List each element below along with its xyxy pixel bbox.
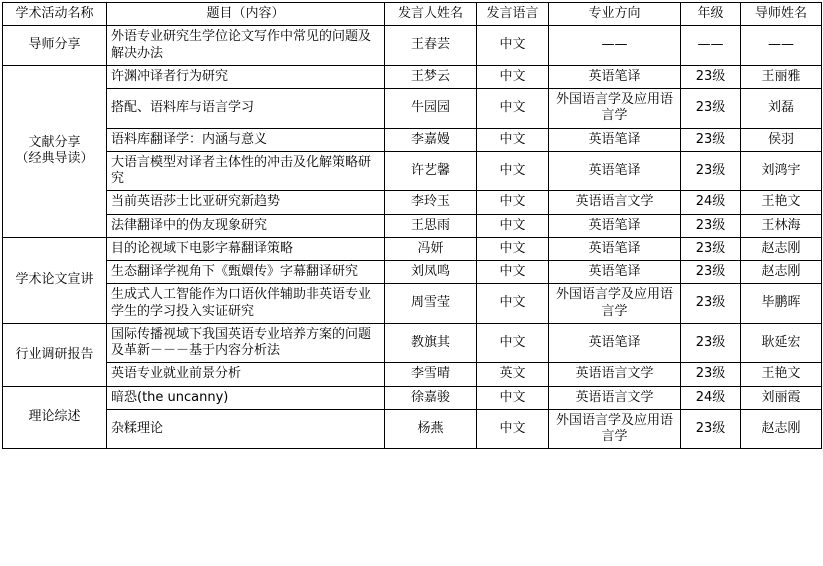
row-speaker: 徐嘉骏 [385,386,477,409]
row-major: 英语笔译 [549,128,681,151]
table-row [3,409,822,449]
row-title: 英语专业就业前景分析 [107,363,385,386]
row-major: —— [549,26,681,66]
table-row [3,386,822,409]
table-row [3,237,822,260]
table-row [3,214,822,237]
row-grade: 23级 [681,89,741,129]
table-row [3,191,822,214]
row-advisor: 赵志刚 [741,261,822,284]
row-speaker: 李玲玉 [385,191,477,214]
row-advisor: 王艳文 [741,363,822,386]
row-major: 英语语言文学 [549,386,681,409]
row-grade: 23级 [681,128,741,151]
row-title: 国际传播视域下我国英语专业培养方案的问题及革新－－－基于内容分析法 [107,323,385,363]
row-language: 中文 [477,261,549,284]
table-row [3,26,822,66]
row-speaker: 冯妍 [385,237,477,260]
row-language: 中文 [477,386,549,409]
row-advisor: 赵志刚 [741,237,822,260]
row-grade: 23级 [681,409,741,449]
row-major: 英语笔译 [549,261,681,284]
activity-group-label-line1: 文献分享 [28,135,81,150]
row-title: 外语专业研究生学位论文写作中常见的问题及解决办法 [107,26,385,66]
academic-activities-table [2,2,822,449]
row-title: 目的论视域下电影字幕翻译策略 [107,237,385,260]
row-language: 中文 [477,128,549,151]
table-row [3,323,822,363]
row-speaker: 王思雨 [385,214,477,237]
row-title: 法律翻译中的伪友现象研究 [107,214,385,237]
row-title: 生成式人工智能作为口语伙伴辅助非英语专业学生的学习投入实证研究 [107,284,385,324]
row-advisor: 刘磊 [741,89,822,129]
row-major: 外国语言学及应用语言学 [549,284,681,324]
row-grade: 23级 [681,151,741,191]
row-major: 英语笔译 [549,214,681,237]
row-advisor: 刘鸿宇 [741,151,822,191]
row-title: 当前英语莎士比亚研究新趋势 [107,191,385,214]
row-language: 中文 [477,284,549,324]
row-title: 大语言模型对译者主体性的冲击及化解策略研究 [107,151,385,191]
row-major: 外国语言学及应用语言学 [549,89,681,129]
table-row [3,89,822,129]
row-title: 杂糅理论 [107,409,385,449]
table-row [3,284,822,324]
row-grade: —— [681,26,741,66]
column-header: 发言语言 [477,3,549,26]
row-speaker: 牛园园 [385,89,477,129]
row-advisor: 毕鹏晖 [741,284,822,324]
row-language: 中文 [477,26,549,66]
table-row [3,65,822,88]
row-advisor: 王丽雅 [741,65,822,88]
row-major: 英语笔译 [549,65,681,88]
row-language: 中文 [477,323,549,363]
row-major: 英语笔译 [549,323,681,363]
row-speaker: 周雪莹 [385,284,477,324]
row-speaker: 王春芸 [385,26,477,66]
row-major: 英语语言文学 [549,191,681,214]
row-major: 英语笔译 [549,151,681,191]
row-language: 中文 [477,191,549,214]
row-advisor: 侯羽 [741,128,822,151]
row-speaker: 教旗其 [385,323,477,363]
row-grade: 23级 [681,284,741,324]
column-header: 学术活动名称 [3,3,107,26]
row-language: 中文 [477,237,549,260]
row-speaker: 刘凤鸣 [385,261,477,284]
row-speaker: 王梦云 [385,65,477,88]
column-header: 题目（内容） [107,3,385,26]
activity-group-cell: 理论综述 [3,386,107,449]
row-title: 生态翻译学视角下《甄嬛传》字幕翻译研究 [107,261,385,284]
row-speaker: 李雪晴 [385,363,477,386]
row-grade: 23级 [681,65,741,88]
activity-group-cell [3,65,107,237]
row-speaker: 李嘉嫚 [385,128,477,151]
row-language: 英文 [477,363,549,386]
table-row [3,128,822,151]
column-header: 专业方向 [549,3,681,26]
activity-group-cell: 学术论文宣讲 [3,237,107,323]
row-advisor: 刘丽霞 [741,386,822,409]
row-title: 语料库翻译学：内涵与意义 [107,128,385,151]
activity-group-label-line2: （经典导读） [15,151,94,167]
row-speaker: 许艺馨 [385,151,477,191]
row-language: 中文 [477,89,549,129]
row-major: 外国语言学及应用语言学 [549,409,681,449]
row-speaker: 杨燕 [385,409,477,449]
row-advisor: 王艳文 [741,191,822,214]
row-major: 英语语言文学 [549,363,681,386]
row-grade: 23级 [681,363,741,386]
table-row [3,261,822,284]
column-header: 导师姓名 [741,3,822,26]
row-grade: 23级 [681,214,741,237]
activity-group-cell: 行业调研报告 [3,323,107,386]
row-major: 英语笔译 [549,237,681,260]
row-title: 搭配、语料库与语言学习 [107,89,385,129]
activity-group-cell: 导师分享 [3,26,107,66]
row-grade: 23级 [681,237,741,260]
row-grade: 23级 [681,261,741,284]
table-header-row [3,3,822,26]
table-row [3,363,822,386]
row-advisor: 赵志刚 [741,409,822,449]
row-grade: 23级 [681,323,741,363]
table-row [3,151,822,191]
row-advisor: 王林海 [741,214,822,237]
column-header: 发言人姓名 [385,3,477,26]
row-title: 许渊冲译者行为研究 [107,65,385,88]
column-header: 年级 [681,3,741,26]
row-advisor: —— [741,26,822,66]
table-body [3,3,822,449]
row-language: 中文 [477,151,549,191]
row-language: 中文 [477,214,549,237]
row-grade: 24级 [681,386,741,409]
row-language: 中文 [477,65,549,88]
row-advisor: 耿延宏 [741,323,822,363]
row-language: 中文 [477,409,549,449]
row-title: 暗恐(the uncanny) [107,386,385,409]
row-grade: 24级 [681,191,741,214]
